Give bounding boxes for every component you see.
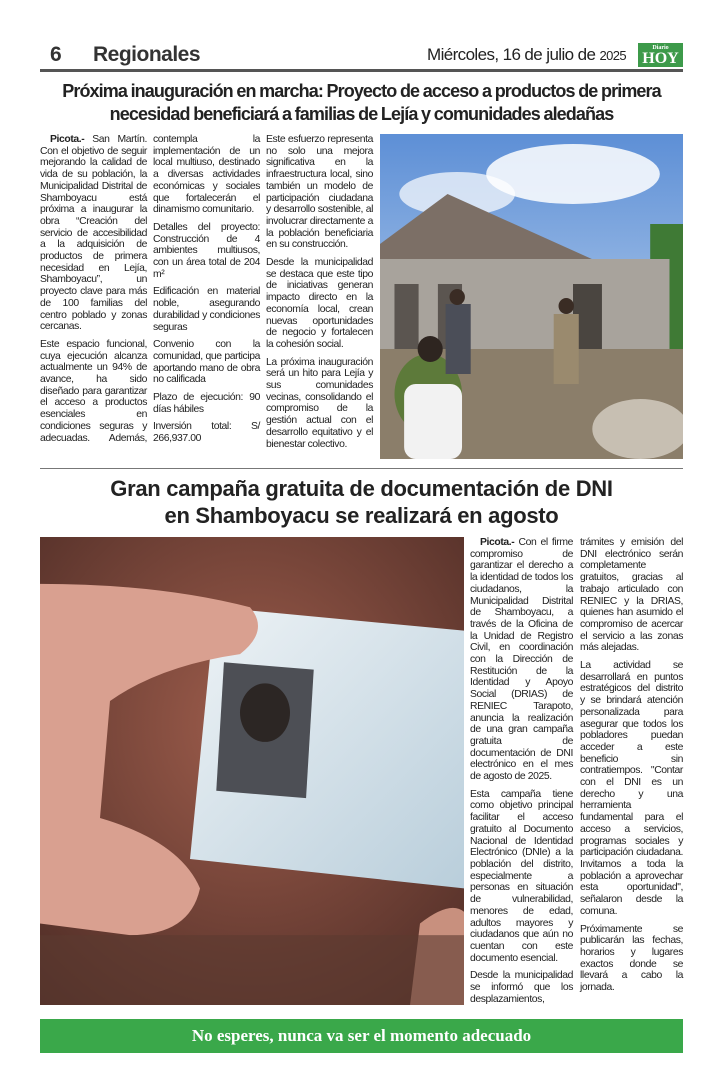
paragraph: La próxima inauguración será un hito para Lejía y sus comunidades vecinas, consolidando el compromiso de la gestión actual con el desarrollo equitativo y el bienestar colectivo. [266,356,373,450]
dni-card-photo [40,537,464,1005]
page-header [40,40,683,67]
dateline: Picota.- [50,134,85,145]
construction-photo [380,134,683,459]
logo-main: HOY [642,50,679,67]
article1-headline: Próxima inauguración en marcha: Proyecto de acceso a productos de primera necesidad beneficiará a familias de Lejía y comunidades aledañas [62,81,661,124]
headline-line: en Shamboyacu se realizará en agosto [164,503,559,528]
article1-body [40,134,373,459]
article1 [40,134,683,459]
issue-date [427,44,626,67]
construction-photo-frame [380,134,683,459]
dateline: Picota.- [480,537,515,548]
paragraph: Próximamente se publicarán las fechas, horarios y lugares exactos donde se llevará a cabo la jornada. [580,923,683,994]
paragraph: Convenio con la comunidad, que participa aportando mano de obra no calificada [153,339,260,386]
paragraph: Este espacio funcional, cuya ejecución alcanza actualmente un 94% de avance, ha sido diseñado para garantizar el acceso a productos esenciales en condiciones seguras y adecuadas. Además, contempla la implementación de un local multiuso, destinado a diversas actividades económicas y sociales que fortalecerán el dinamismo comunitario. [40,134,260,444]
paragraph: La actividad se desarrollará en puntos estratégicos del distrito y se brindará atención personalizada para asegurar que todos los pobladores puedan acceder a este beneficio sin contratiempos. "Contar con el DNI es un derecho y una herramienta fundamental para el acceso a servicios, programas sociales y participación ciudadana. Invitamos a toda la población a aprovechar esta oportunidad", señalaron desde la comuna. [580,660,683,917]
paragraph: Edificación en material noble, asegurando durabilidad y condiciones seguras [153,286,260,333]
logo-small: Diario [652,45,669,51]
header-rule [40,69,683,72]
section-title: Regionales [93,43,201,66]
paragraph: Plazo de ejecución: 90 días hábiles [153,392,260,415]
paragraph: Desde la municipalidad se destaca que este tipo de iniciativas generan impacto directo en la economía local, crean nuevas oportunidades de negocio y fortalecen la cohesión social. [266,257,373,350]
paragraph: Este esfuerzo representa no solo una mejora significativa en la infraestructura local, sino también un modelo de participación ciudadana y desarrollo sostenible, al involucrar directamente a la población beneficiaria en su construcción. [266,134,373,251]
dni-card-photo-frame [40,537,464,1005]
slogan-banner: No esperes, nunca va ser el momento adecuado [40,1019,683,1053]
page-number: 6 [50,43,62,66]
paragraph: Con el firme compromiso de garantizar el derecho a la identidad de todos los ciudadanos, la Municipalidad Distrital de Shamboyacu, a través de la Oficina de la Unidad de Registro Civil, en coordinación con la Dirección de Restitución de la Identidad y Apoyo Social (DRIAS) de RENIEC Tarapoto, anuncia la realización de una gran campaña gratuita de documentación de DNI electrónico en el mes de agosto de 2025. [470,537,573,783]
year-text: 2025 [599,48,626,63]
section-divider [40,468,683,469]
date-text: Miércoles, 16 de julio de [427,45,596,64]
paragraph: Desde la municipalidad se informó que los desplazamientos, trámites y emisión del DNI electrónico serán completamente gratuitos, gracias al trabajo articulado con RENIEC y la DRIAS, quienes han asumido el compromiso de acercar el servicio a las zonas más alejadas. [470,537,683,1005]
paragraph: Inversión total: S/ 266,937.00 [153,421,260,445]
paragraph: San Martín. Con el objetivo de seguir mejorando la calidad de vida de su población, la Municipalidad Distrital de Shamboyacu está próxima a inaugurar la obra “Creación del servicio de accesibilidad a la adquisición de productos de primera necesidad en Lejía, Shamboyacu”, un proyecto clave para más de 100 familias del centro poblado y zonas cercanas. [40,134,147,333]
headline-line: Gran campaña gratuita de documentación de DNI [110,476,613,501]
paragraph: Detalles del proyecto: Construcción de 4 ambientes multiusos, con un área total de 204 m² [153,221,260,280]
article2 [40,537,683,1005]
newspaper-logo [638,43,683,67]
paragraph: Esta campaña tiene como objetivo principal facilitar el acceso gratuito al Documento Nacional de Identidad Electrónico (DNIe) a la población del distrito, especialmente a personas en situación de vulnerabilidad, menores de edad, adultos mayores y ciudadanos que aún no cuentan con este documento esencial. [470,788,573,964]
article2-headline [40,475,683,529]
article2-body [470,537,683,1005]
